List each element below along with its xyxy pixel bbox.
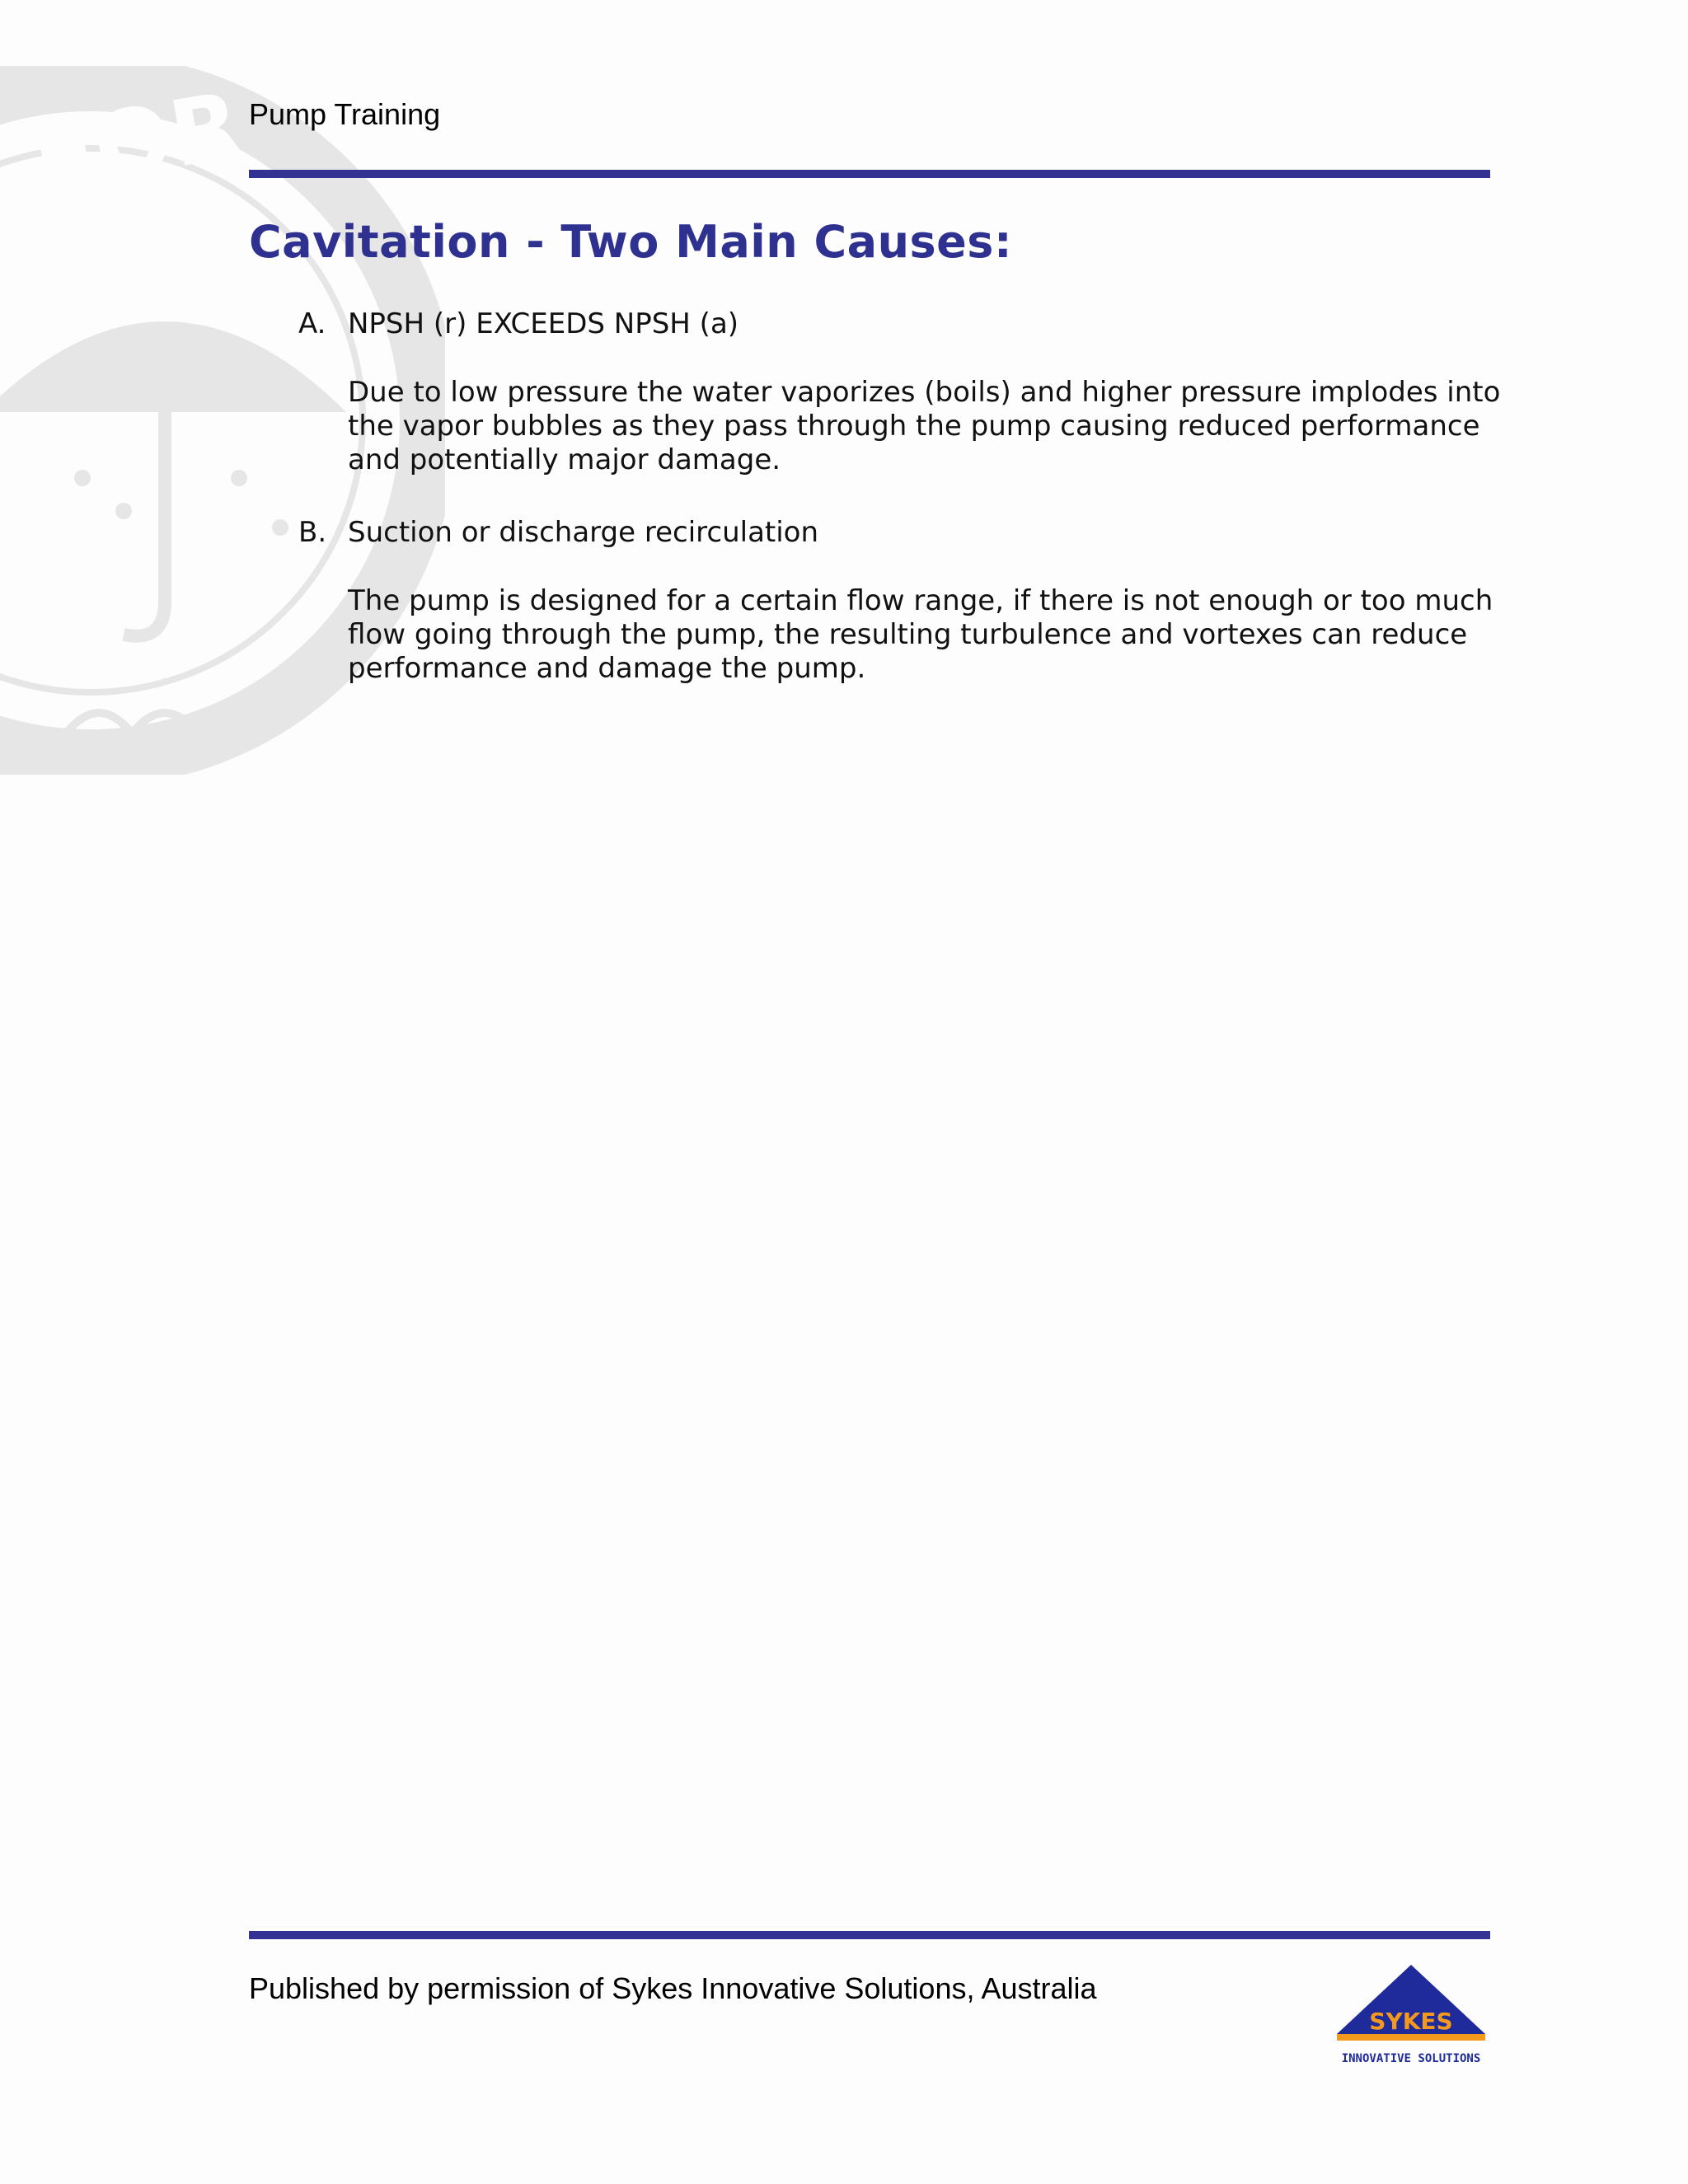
footer-divider bbox=[249, 1931, 1490, 1939]
list-marker: B. bbox=[298, 516, 327, 549]
svg-text:SYKES: SYKES bbox=[1369, 2008, 1453, 2035]
footer-attribution: Published by permission of Sykes Innovative Solutions, Australia bbox=[249, 1971, 1097, 2005]
cause-heading: NPSH (r) EXCEEDS NPSH (a) bbox=[348, 307, 739, 340]
svg-text:FOR: FOR bbox=[25, 72, 250, 213]
causes-list bbox=[298, 307, 1502, 686]
cause-description: Due to low pressure the water vaporizes (boils) and higher pressure implodes into the vapor bubbles as they pass through the pump causing reduced performance and potentially major damage. bbox=[348, 376, 1501, 476]
list-marker: A. bbox=[298, 307, 326, 340]
sykes-logo bbox=[1329, 1965, 1493, 2072]
list-item bbox=[298, 515, 1502, 686]
page-title: Cavitation - Two Main Causes: bbox=[249, 216, 1013, 268]
cause-heading: Suction or discharge recirculation bbox=[348, 516, 819, 549]
svg-text:INNOVATIVE SOLUTIONS: INNOVATIVE SOLUTIONS bbox=[1341, 2052, 1481, 2065]
header-divider bbox=[249, 170, 1490, 178]
cause-description: The pump is designed for a certain flow range, if there is not enough or too much flow going through the pump, the resulting turbulence and vortexes can reduce performance and damage the pump. bbox=[348, 584, 1493, 685]
document-header: Pump Training bbox=[249, 97, 441, 131]
list-item bbox=[298, 307, 1502, 477]
